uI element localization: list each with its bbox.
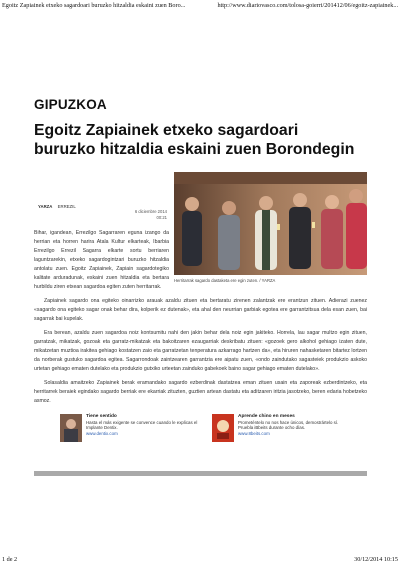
ad-8beits[interactable] (212, 412, 352, 446)
ad-8beits-link[interactable]: www.8beits.com (238, 430, 270, 436)
ad-dentix-text (86, 414, 198, 436)
lead-paragraph: Bihar, igandean, Errezilgo Sagarraren eguna izango da herrian eta horren harira Atala Kultur elkarteak, Ibarbia Errezilgo Errezil Sagarra elkarte sortu berriaren laguntzarekin, etxeko sagardogintzari buruzko hitzaldia antolatu zuen. Egoitz Zapiainek, Zapiain sagardotegiko kalitate arduradunak, eskaini zuen hitzaldia eta bertara hurbildu ziren etxean sagardoa egiten zuten herritarrak. (34, 230, 169, 290)
photo-caption: Herritarrak sagardo dastaketa ere egin zuten. / YARZA (174, 278, 276, 283)
footer-divider-bar (34, 471, 367, 476)
article-body (34, 297, 367, 411)
byline (38, 204, 76, 209)
print-header-title: Egoitz Zapiainek etxeko sagardoari buruzko hitzaldia eskaini zuen Boro... (2, 2, 186, 9)
ad-8beits-body: Prometéntelo no nos hace únicos, demostrártelo sí. Pruebla iBbeits durante ocho días. (238, 419, 339, 431)
ad-dentix-thumbnail (60, 414, 82, 442)
body-paragraph-3: Solasaldia amaitzeko Zapiainek berak eramandako sagardo ezberdinak dastatzea eman zituen usain eta zaporeak ezberdintzeko, eta herritarrek beraiek egindako sagardo berriak ere ekarriak zituzten, guztien artean dastatu eta aditzaren iritzia jasotzeko, beren edaria hobetzeko asmoz. (34, 380, 367, 404)
print-header (0, 0, 400, 12)
article-date (118, 209, 167, 220)
print-footer-datetime: 30/12/2014 10:15 (354, 556, 398, 563)
sponsored-ads (60, 412, 360, 446)
ad-8beits-thumbnail (212, 414, 234, 442)
print-footer-page: 1 de 2 (2, 556, 18, 563)
body-paragraph-1: Zapiainek sagardo ona egiteko oinarrizko arauak azaldu zituen eta bertaratu zirenen zalantzak ere erantzun zituen. Adierazi zuenez «sagardo ona egiteko sagar onak behar dira, kolperik ez dutenak», eta ahal den neurrian garbiak egotea ere garrantzitsua dela esan zuen, bai sagarrak bai kupelak. (34, 298, 367, 322)
ad-dentix-body: Hasta el más exigente se convence cuando le explicas el Implante Dentix. (86, 419, 198, 431)
ad-dentix-link[interactable]: www.dentix.com (86, 430, 118, 436)
article-headline: Egoitz Zapiainek etxeko sagardoari buruzko hitzaldia eskaini zuen Borondegin (34, 122, 355, 158)
ad-dentix[interactable] (60, 412, 200, 446)
date-time: 00:21 (156, 214, 167, 220)
date-day: 6 diciembre 2014 (134, 209, 167, 214)
article-photo (174, 172, 367, 275)
print-footer (0, 554, 400, 566)
section-label: GIPUZKOA (34, 97, 107, 112)
tasting-photo-image (174, 172, 367, 275)
print-header-url: http://www.diariovasco.com/tolosa-goierri/201412/06/egoitz-zapiainek... (217, 2, 398, 9)
byline-author: YARZA (38, 204, 53, 209)
ad-8beits-text (238, 414, 350, 436)
ad-8beits-title: Aprende chino en meses (238, 414, 295, 419)
body-paragraph-2: Era berean, azaldu zuen sagardoa noiz kontsumitu nahi den jakin behar dela noiz egin jakiteko. Horrela, lau sagar multzo egin zituen, garratzak, mikatzak, gozoak eta garratz-mikatzak eta bakoitzaren ezaugarriak deskribatu zituen: «gozoek gero alkohol gehiago izaten dute, mikatzetan muztioa irakitea gehiago kostatzen zaio eta garratzetan tenperatura azkarrago hartzen da», eta hiruren nahasketaren bitartez lortzen da norberak gustuko sagardoa egitea. Sagarrondoak zaintzearen garrantzia ere aipatu zuen, «ondo zaindutako sagasteiek produkzio askoko urtetan gehiago ematen dutelako eta produkzio gutxiko urteetan zainduko gabekoek baino sagar gehiago ematen dutelako». (34, 330, 367, 372)
ad-dentix-title: Tiene sentido (86, 414, 117, 419)
byline-tag: ERREZIL (57, 204, 76, 209)
